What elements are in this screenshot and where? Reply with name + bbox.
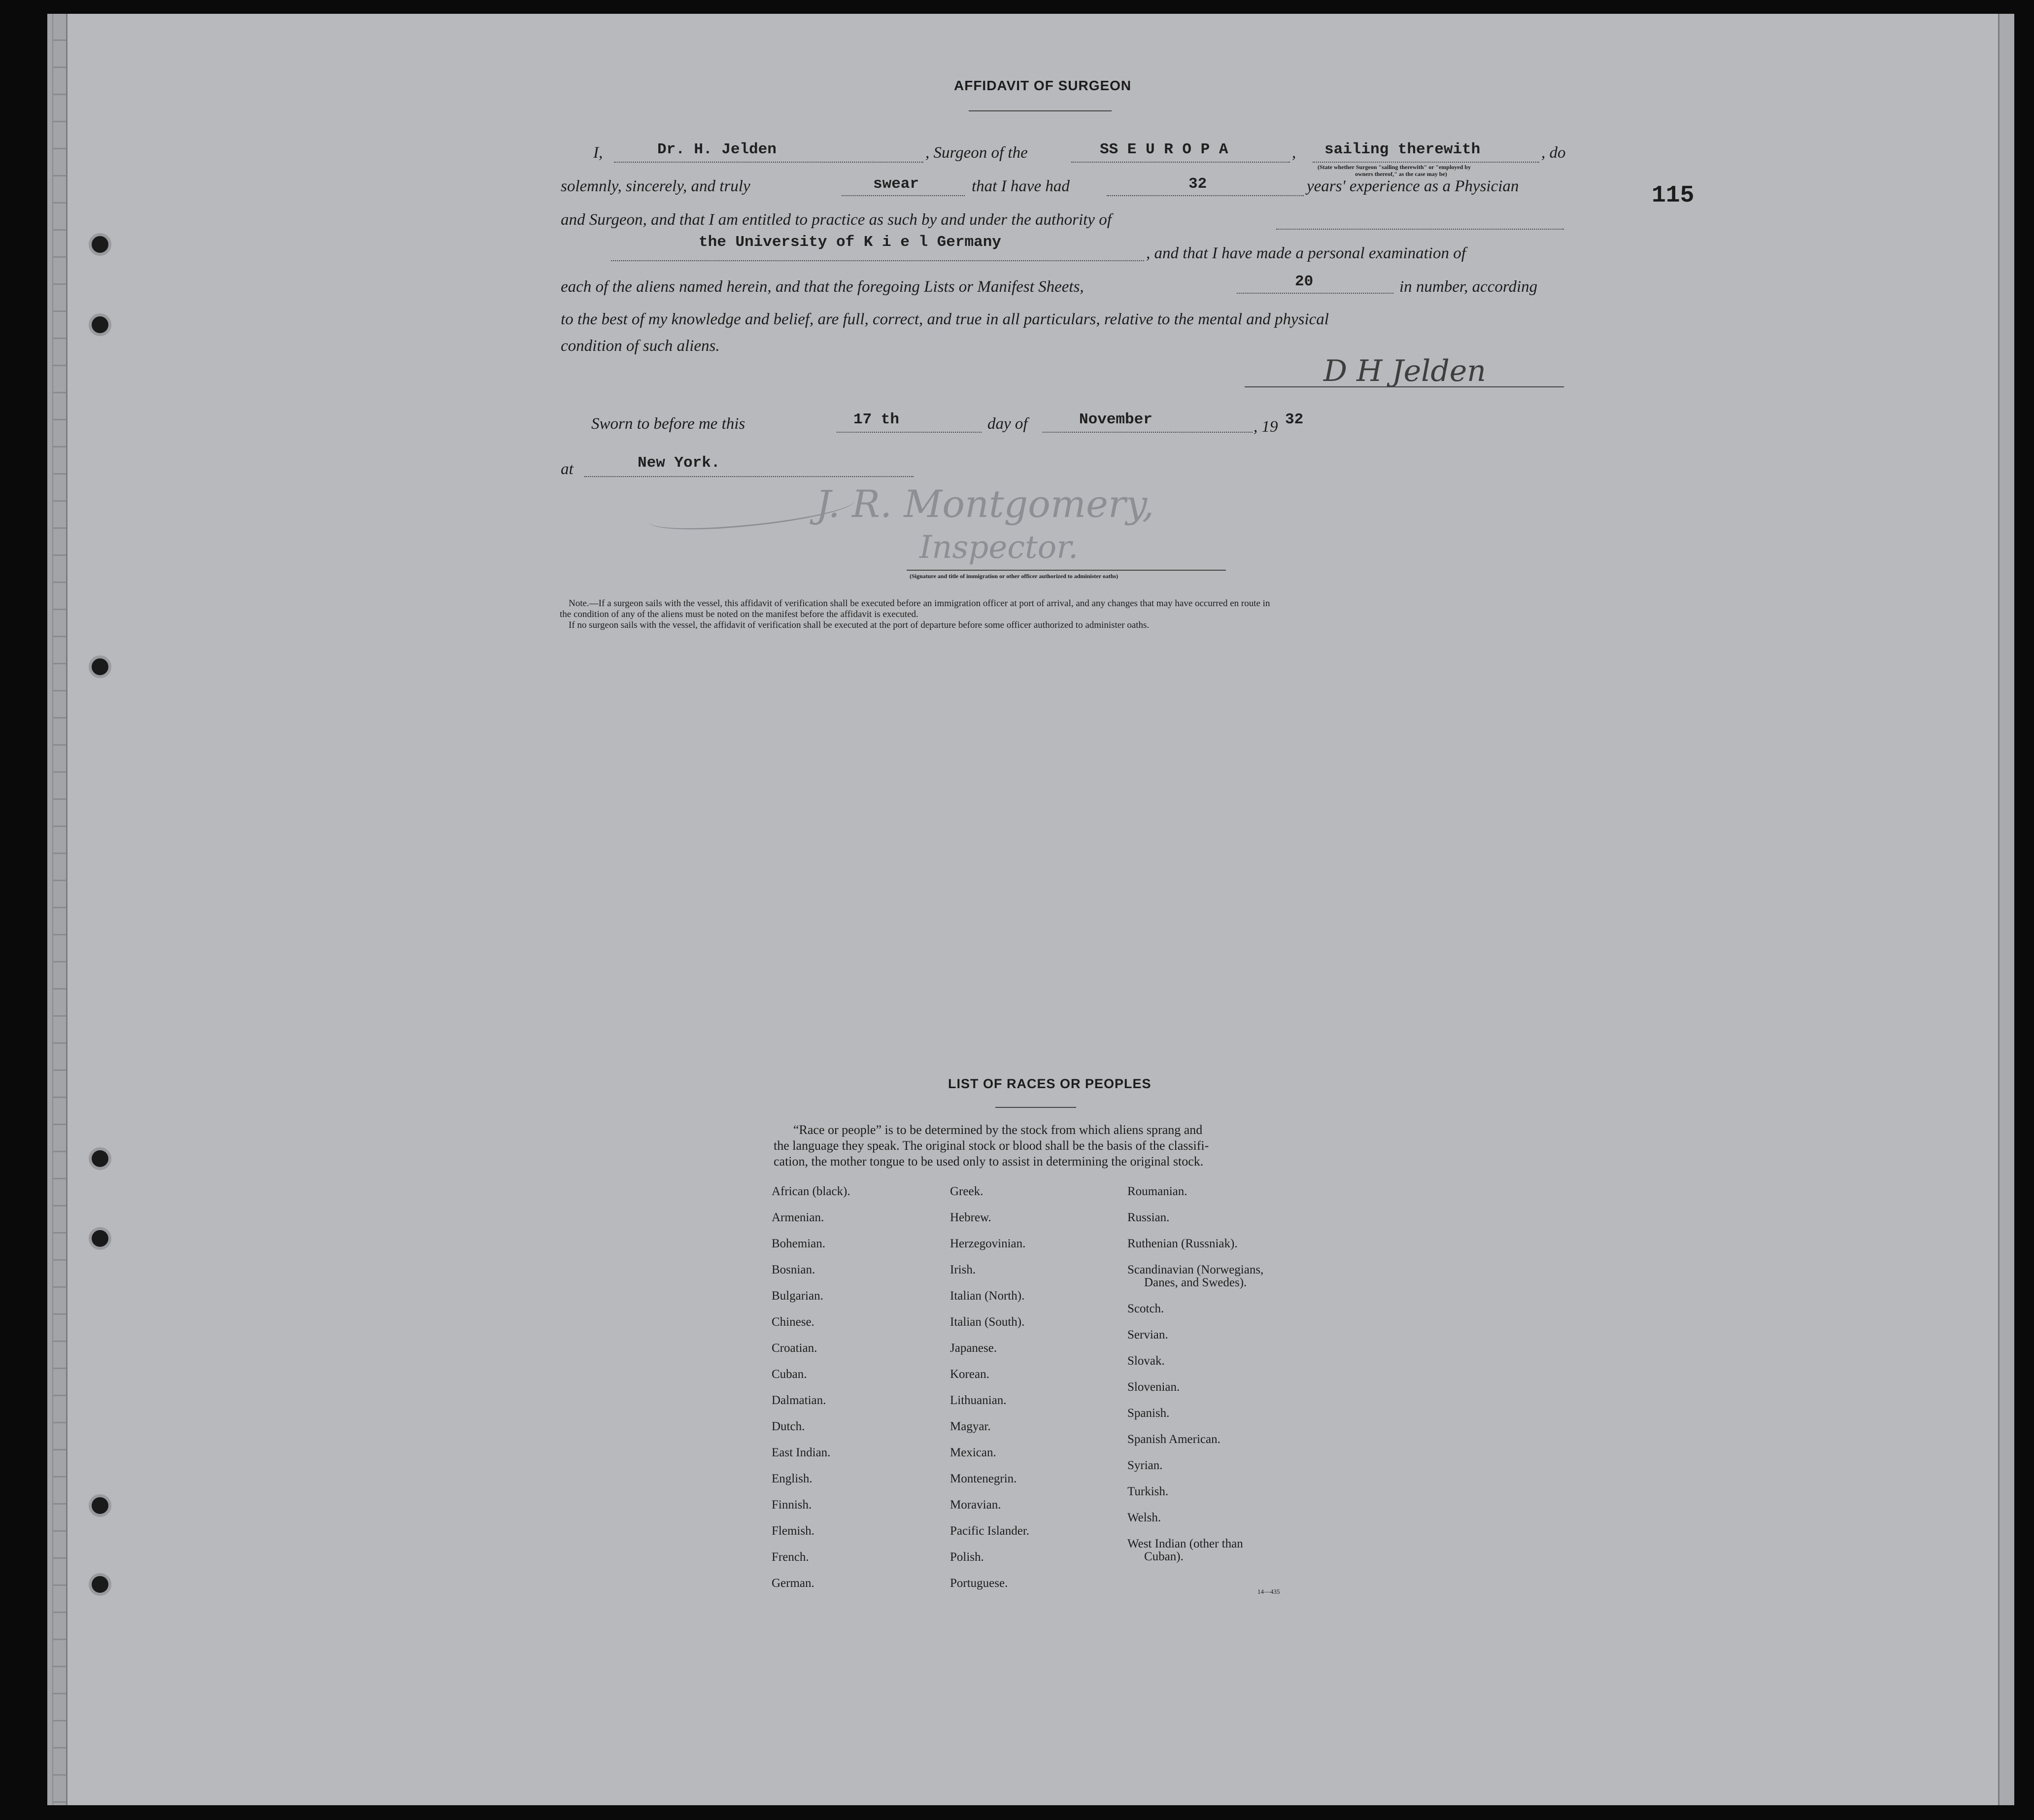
line2-prefix: solemnly, sincerely, and truly (561, 177, 750, 195)
race-item: Italian (South). (950, 1315, 1025, 1329)
status-instruction-2: owners thereof," as the case may be) (1355, 171, 1447, 177)
race-item: Spanish American. (1127, 1433, 1220, 1446)
sworn-year-prefix: , 19 (1254, 418, 1278, 436)
years-field-line (1107, 195, 1304, 196)
oath-value: swear (873, 175, 919, 193)
line7-text: condition of such aliens. (561, 337, 720, 355)
officer-signature: J. R. Montgomery, (816, 482, 1154, 526)
race-item: Dalmatian. (772, 1394, 826, 1407)
document-page (47, 14, 2014, 1805)
surgeon-signature: D H Jelden (1323, 354, 1486, 388)
race-item: Turkish. (1127, 1485, 1169, 1498)
status-field-line (1313, 162, 1539, 163)
authority-field-line-1 (1276, 229, 1564, 230)
punch-hole (89, 1227, 111, 1250)
race-item: Mexican. (950, 1446, 996, 1459)
surgeon-name-field-line (614, 162, 923, 163)
races-intro-3: cation, the mother tongue to be used only to assist in determining the original stock. (774, 1154, 1204, 1168)
race-item: East Indian. (772, 1446, 831, 1459)
race-item: Bulgarian. (772, 1289, 823, 1303)
race-item: French. (772, 1550, 809, 1564)
races-title-rule (995, 1107, 1076, 1108)
race-item: Greek. (950, 1185, 983, 1198)
race-item: Japanese. (950, 1341, 997, 1355)
race-item: Polish. (950, 1550, 984, 1564)
race-item: Finnish. (772, 1498, 812, 1511)
line2-had: that I have had (972, 177, 1070, 195)
officer-caption: (Signature and title of immigration or other officer authorized to administer oaths) (910, 573, 1119, 580)
affidavit-title: AFFIDAVIT OF SURGEON (954, 78, 1132, 93)
authority-field-line-2 (611, 260, 1144, 261)
race-item: Korean. (950, 1368, 989, 1381)
affidavit-note-2: the condition of any of the aliens must be noted on the manifest before the affidavit is executed. (560, 609, 918, 619)
sheets-value: 20 (1295, 273, 1314, 290)
race-item: Portuguese. (950, 1577, 1008, 1590)
sworn-day-of: day of (987, 415, 1028, 433)
race-item: Magyar. (950, 1420, 991, 1433)
place-field-line (584, 476, 914, 477)
form-code: 14—435 (1257, 1588, 1280, 1595)
title-rule (969, 110, 1112, 111)
race-item: African (black). (772, 1185, 850, 1198)
race-item: Hebrew. (950, 1211, 991, 1224)
line1-do: , do (1541, 144, 1566, 162)
race-item: Spanish. (1127, 1407, 1170, 1420)
sworn-prefix: Sworn to before me this (591, 415, 746, 433)
race-item: Scandinavian (Norwegians, (1127, 1263, 1264, 1276)
sworn-day-value: 17 th (853, 411, 900, 428)
place-value: New York. (638, 454, 720, 472)
line3-text: and Surgeon, and that I am entitled to practice as such by and under the authority of (561, 211, 1112, 229)
race-item: Armenian. (772, 1211, 824, 1224)
races-title: LIST OF RACES OR PEOPLES (948, 1076, 1152, 1091)
race-item: Irish. (950, 1263, 976, 1276)
sworn-year-value: 32 (1285, 411, 1304, 428)
race-item: Croatian. (772, 1341, 817, 1355)
line5-number: in number, according (1399, 278, 1538, 296)
surgeon-status-value: sailing therewith (1324, 141, 1481, 158)
races-intro-1: “Race or people” is to be determined by the stock from which aliens sprang and (793, 1123, 1203, 1137)
sworn-month-value: November (1079, 411, 1153, 428)
race-item: German. (772, 1577, 814, 1590)
race-item: Bosnian. (772, 1263, 815, 1276)
punch-hole (89, 313, 111, 336)
race-item: Moravian. (950, 1498, 1001, 1511)
punch-hole (89, 233, 111, 256)
at-label: at (561, 460, 574, 478)
page-right-edge (1998, 14, 2014, 1805)
ship-field-line (1071, 162, 1290, 163)
race-item: Ruthenian (Russniak). (1127, 1237, 1238, 1250)
surgeon-signature-line (1245, 386, 1564, 387)
race-item: Dutch. (772, 1420, 805, 1433)
race-item: Roumanian. (1127, 1185, 1187, 1198)
race-item: English. (772, 1472, 813, 1485)
race-item: Chinese. (772, 1315, 814, 1329)
race-item: Welsh. (1127, 1511, 1161, 1524)
surgeon-name-value: Dr. H. Jelden (657, 141, 777, 158)
line4-examination: , and that I have made a personal examination of (1146, 244, 1466, 262)
day-field-line (837, 432, 982, 433)
officer-title: Inspector. (919, 529, 1079, 566)
punch-hole (89, 1147, 111, 1170)
punch-hole (89, 1573, 111, 1596)
race-item: Danes, and Swedes). (1144, 1276, 1247, 1289)
race-item: Slovenian. (1127, 1380, 1180, 1394)
punch-hole (89, 655, 111, 678)
ship-name-value: SS E U R O P A (1100, 141, 1228, 158)
line1-comma: , (1292, 144, 1296, 162)
line5-text: each of the aliens named herein, and that the foregoing Lists or Manifest Sheets, (561, 278, 1084, 296)
affidavit-note-3: If no surgeon sails with the vessel, the affidavit of verification shall be executed at the port of departure before some officer authorized to administer oaths. (569, 620, 1150, 630)
affidavit-note-1: Note.—If a surgeon sails with the vessel, this affidavit of verification shall be executed before an immigration officer at port of arrival, and any changes that may have occurred en route in (569, 598, 1270, 609)
line1-prefix: I, (593, 144, 603, 162)
race-item: Syrian. (1127, 1459, 1163, 1472)
race-item: Slovak. (1127, 1354, 1165, 1368)
race-item: West Indian (other than (1127, 1537, 1243, 1550)
oath-field-line (842, 195, 965, 196)
race-item: Pacific Islander. (950, 1524, 1030, 1538)
races-intro-2: the language they speak. The original stock or blood shall be the basis of the classifi- (774, 1138, 1209, 1153)
month-field-line (1043, 432, 1253, 433)
race-item: Bohemian. (772, 1237, 826, 1250)
race-item: Herzegovinian. (950, 1237, 1026, 1250)
page-number: 115 (1652, 182, 1695, 209)
authority-value: the University of K i e l Germany (699, 234, 1001, 251)
race-item: Scotch. (1127, 1302, 1164, 1315)
race-item: Lithuanian. (950, 1394, 1007, 1407)
line2-experience: years' experience as a Physician (1307, 177, 1519, 195)
years-value: 32 (1188, 175, 1207, 193)
race-item: Cuban. (772, 1368, 807, 1381)
status-instruction-1: (State whether Surgeon "sailing therewith" or "employed by (1318, 164, 1471, 171)
ledger-grid-strip (52, 14, 66, 1805)
punch-hole (89, 1494, 111, 1517)
sheets-field-line (1237, 293, 1393, 294)
race-item: Russian. (1127, 1211, 1170, 1224)
officer-signature-line (907, 570, 1226, 571)
race-item: Flemish. (772, 1524, 814, 1538)
race-item: Servian. (1127, 1328, 1168, 1341)
line6-text: to the best of my knowledge and belief, are full, correct, and true in all particulars, relative to the mental and physical (561, 310, 1329, 328)
race-item: Italian (North). (950, 1289, 1025, 1303)
line1-surgeon-of: , Surgeon of the (925, 144, 1028, 162)
race-item: Montenegrin. (950, 1472, 1017, 1485)
race-item: Cuban). (1144, 1550, 1184, 1563)
